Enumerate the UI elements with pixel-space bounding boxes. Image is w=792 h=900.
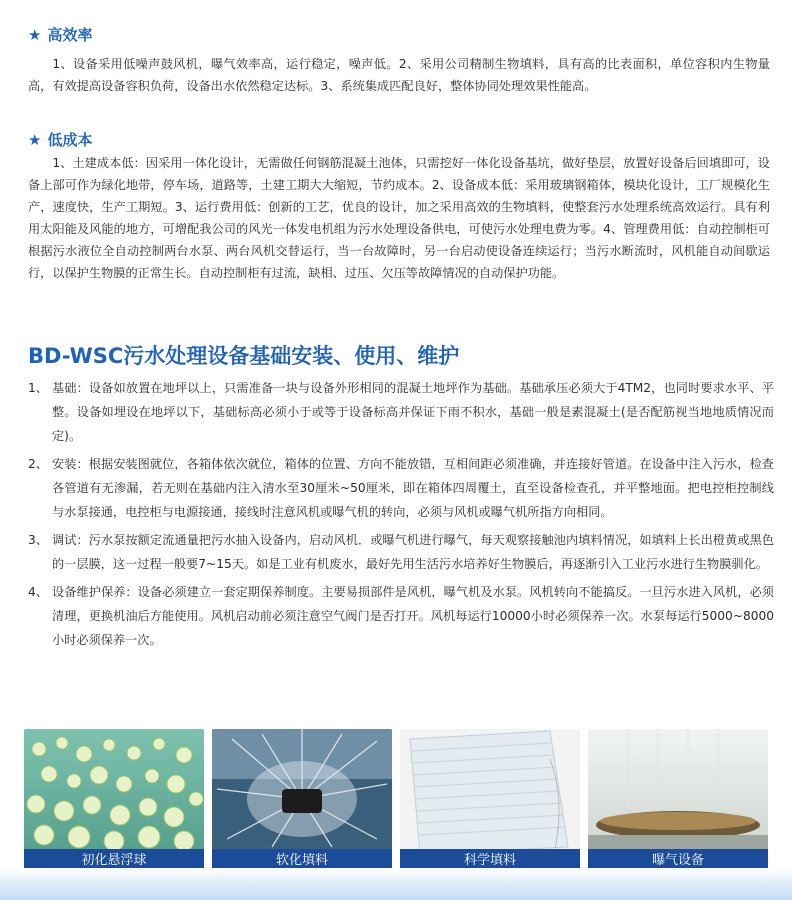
item-text: 安装：根据安装图就位，各箱体依次就位，箱体的位置、方向不能放错，互相间距必须准确，并连接好管道。在设备中注入污水，检查各管道有无渗漏，若无则在基础内注入清水至30厘米~50厘米，即在箱体四周覆土，直至设备检查孔，并平整地面。把电控柜控制线与水泵接通，电控柜与电源接通，接线时注意风机或曝气机的转向，必须与风机或曝气机所指方向相同。 — [52, 457, 774, 519]
star-icon: ★ — [28, 25, 42, 44]
item-number: 1、 — [28, 381, 48, 395]
item-text: 调试：污水泵按额定流通量把污水抽入设备内，启动风机．或曝气机进行曝气，每天观察接触池内填料情况，如填料上长出橙黄或黑色的一层膜，这一过程一般要7~15天。如是工业有机废水，最好先用生活污水培养好生物膜后，再逐渐引入工业污水进行生物膜驯化。 — [52, 533, 774, 571]
item-number: 4、 — [28, 585, 48, 599]
photo-caption: 软化填料 — [212, 849, 392, 873]
list-item — [28, 376, 774, 448]
section-heading-low-cost — [28, 129, 92, 150]
star-icon: ★ — [28, 130, 42, 149]
photo-caption: 初化悬浮球 — [24, 849, 204, 873]
page-title: BD-WSC污水处理设备基础安装、使用、维护 — [28, 344, 460, 368]
photo-scientific-filler — [400, 729, 580, 873]
item-number: 3、 — [28, 533, 48, 547]
instruction-list — [28, 376, 774, 656]
section-heading-text: 低成本 — [47, 131, 93, 149]
photo-caption: 科学填料 — [400, 849, 580, 873]
list-item — [28, 528, 774, 576]
product-photo-strip — [24, 729, 772, 873]
item-number: 2、 — [28, 457, 48, 471]
list-item — [28, 580, 774, 652]
bottom-decoration — [0, 868, 792, 900]
photo-suspension-balls — [24, 729, 204, 873]
photo-aeration-equipment — [588, 729, 768, 873]
section-heading-efficiency — [28, 24, 92, 45]
item-text: 设备维护保养：设备必须建立一套定期保养制度。主要易损部件是风机，曝气机及水泵。风机转向不能搞反。一旦污水进入风机，必须清理，更换机油后方能使用。风机启动前必须注意空气阀门是否打开。风机每运行10000小时必须保养一次。水泵每运行5000~8000小时必须保养一次。 — [52, 585, 774, 647]
efficiency-paragraph: 1、设备采用低噪声鼓风机，曝气效率高，运行稳定，噪声低。2、采用公司精制生物填料，具有高的比表面积，单位容积内生物量高，有效提高设备容积负荷，设备出水依然稳定达标。3、系统集成匹配良好，整体协同处理效果性能高。 — [28, 57, 770, 93]
list-item — [28, 452, 774, 524]
section-heading-text: 高效率 — [47, 26, 93, 44]
low-cost-paragraph: 1、土建成本低：因采用一体化设计，无需做任何钢筋混凝土池体，只需挖好一体化设备基坑，做好垫层，放置好设备后回填即可，设备上部可作为绿化地带，停车场，道路等，土建工期大大缩短，节约成本。2、设备成本低：采用玻璃钢箱体，模块化设计，工厂规模化生产，速度快，生产工期短。3、运行费用低：创新的工艺，优良的设计，加之采用高效的生物填料，使整套污水处理系统高效运行。具有利用太阳能及风能的地方，可增配我公司的风光一体发电机组为污水处理设备供电，可使污水处理电费为零。4、管理费用低：自动控制柜可根据污水液位全自动控制两台水泵、两台风机交替运行，当一台故障时，另一台启动使设备连续运行；当污水断流时，风机能自动间歇运行，以保护生物膜的正常生长。自动控制柜有过流，缺相、过压、欠压等故障情况的自动保护功能。 — [28, 156, 770, 280]
photo-soft-filler — [212, 729, 392, 873]
photo-caption: 曝气设备 — [588, 849, 768, 873]
item-text: 基础：设备如放置在地坪以上，只需准备一块与设备外形相同的混凝土地坪作为基础。基础承压必须大于4TM2，也同时要求水平、平整。设备如埋设在地坪以下，基础标高必须小于或等于设备标高并保证下雨不积水，基础一般是素混凝土(是否配筋视当地地质情况而定)。 — [52, 381, 774, 443]
